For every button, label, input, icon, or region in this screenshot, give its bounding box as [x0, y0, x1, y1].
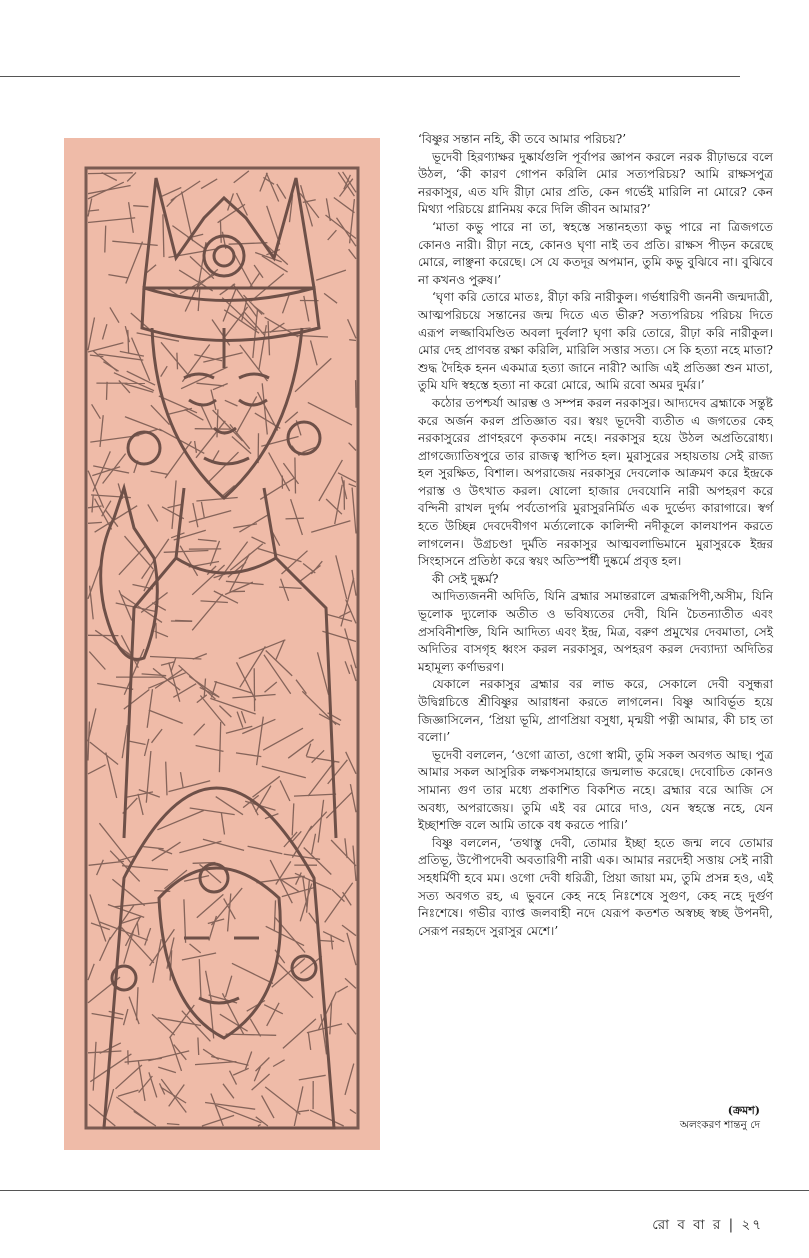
hatch-stroke [126, 792, 153, 797]
hatch-stroke [139, 790, 160, 798]
hatch-stroke [197, 894, 224, 917]
hatch-stroke [102, 501, 111, 517]
hatch-stroke [340, 179, 353, 197]
hatch-stroke [346, 752, 356, 774]
hatch-stroke [108, 275, 127, 278]
hatch-stroke [279, 587, 301, 588]
hatch-stroke [169, 1085, 185, 1107]
hatch-stroke [233, 524, 257, 528]
paragraph: ‘ঘৃণা করি তোরে মাতঃ, রীঢ়া করি নারীকুল। গর্ভধারিণী জননী জন্মদাত্রী, আত্মপরিচয়ে সন্তানের জন্ম দিতে এত ভীরু? সত্যপরিচয় পরিচয় দিতে এরূপ লজ্জাবিমণ্ডিত অবলা দুর্বলা? ঘৃণা করি তোরে, রীঢ়া করি নারীকুল। মোর দেহ প্রাণবন্ত রক্ষা করিলি, মারিলি সত্তার সত্য। সে কি হত্যা নহে মাতা? শুদ্ধ দৈহিক হনন একমাত্র হত্যা জানে নারী? আজি এই প্রতিজ্ঞা শুন মাতা, তুমি যদি স্বহস্তে হত্যা না করো মোরে, আমি রবো অমর দুর্মর।’ [418, 290, 773, 393]
hatch-stroke [92, 495, 93, 513]
hatch-stroke [196, 498, 237, 502]
hatch-stroke [229, 243, 268, 245]
hatch-stroke [234, 171, 249, 183]
hatch-stroke [226, 976, 232, 997]
hatch-stroke [248, 846, 283, 854]
hatch-stroke [93, 1042, 96, 1091]
hatch-stroke [207, 452, 238, 483]
hatch-stroke [161, 366, 168, 376]
hatch-stroke [295, 458, 296, 494]
hatch-stroke [90, 355, 104, 357]
hatch-stroke [219, 722, 220, 772]
hatch-stroke [328, 230, 337, 240]
hatch-stroke [345, 1064, 354, 1095]
hatch-stroke [288, 739, 313, 758]
footer-separator: | [728, 1217, 736, 1233]
hatch-stroke [193, 503, 198, 527]
hatch-stroke [222, 298, 257, 331]
hatch-stroke [282, 551, 308, 574]
hatch-stroke [304, 848, 332, 875]
hatch-stroke [332, 889, 345, 901]
paragraph: ‘মাতা কভু পারে না তা, স্বহস্তে সন্তানহত্যা কভু পারে না ত্রিজগতে কোনও নারী। রীঢ়া নহে, কোনও ঘৃণা নাই তব প্রতি। রাক্ষস পীড়ন করেছে মোরে, লাঞ্ছনা করেছে। সে যে কতদূর অপমান, তুমি কভু বুঝিবে না। বুঝিবে না কখনও পুরুষ।’ [418, 219, 773, 287]
hatch-stroke [281, 579, 289, 601]
hatch-stroke [349, 340, 356, 341]
hatch-stroke [311, 521, 350, 533]
woodcut-illustration [64, 138, 380, 1150]
hatch-stroke [195, 441, 197, 453]
hatch-stroke [152, 729, 163, 743]
hatch-stroke [352, 488, 356, 534]
hatch-stroke [195, 1062, 236, 1065]
hatch-stroke [88, 964, 94, 980]
hatch-stroke [299, 1075, 326, 1080]
hatch-stroke [152, 1014, 175, 1035]
hatch-stroke [263, 728, 303, 750]
hatch-stroke [337, 218, 357, 247]
hatch-stroke [147, 689, 152, 728]
hatch-stroke [93, 351, 118, 372]
hatch-stroke [266, 173, 278, 202]
hatch-stroke [201, 601, 228, 603]
hatch-stroke [89, 861, 124, 865]
hatch-stroke [138, 1061, 145, 1101]
hatch-stroke [168, 504, 183, 508]
bottom-rule [0, 1190, 809, 1191]
hatch-stroke [88, 722, 89, 761]
hatch-stroke [311, 561, 322, 574]
hatch-stroke [283, 1019, 316, 1049]
hatch-stroke [197, 383, 225, 386]
hatch-stroke [105, 226, 106, 253]
hatch-stroke [177, 353, 178, 370]
hatch-stroke [92, 1014, 123, 1019]
hatch-stroke [257, 717, 264, 766]
hatch-stroke [334, 198, 355, 213]
hatch-stroke [100, 415, 103, 447]
hatch-stroke [291, 499, 303, 535]
hatch-stroke [336, 555, 347, 599]
hatch-stroke [225, 400, 238, 406]
hatch-stroke [294, 794, 336, 796]
hatch-stroke [258, 1125, 261, 1127]
hatch-stroke [155, 669, 183, 689]
hatch-stroke [164, 870, 187, 889]
hatch-stroke [324, 293, 337, 303]
hatch-stroke [214, 682, 251, 694]
hatch-stroke [166, 762, 167, 796]
paragraph: কঠোর তপশ্চর্যা আরম্ভ ও সম্পন্ন করল নরকাসুর। আদ্যদেব ব্রহ্মাকে সন্তুষ্ট করে অর্জন করল প্রতিজ্ঞাত বর। স্বয়ং ভূদেবী ব্যতীত এ জগতের কেহ নরকাসুরের প্রাণহরণে কৃতকাম নহে। নরকাসুর হয়ে উঠল অপ্রতিরোধ্য। প্রাগজ্যোতিষপুরে তার রাজত্ব স্থাপিত হল। মুরাসুরের সহায়তায় সেই রাজ্য হল সুরক্ষিত, বিশাল। অপরাজেয় নরকাসুর দেবলোক আক্রমণ করে ইন্দ্রকে পরাস্ত ও উৎখাত করল। ষোলো হাজার দেবযোনি নারী অপহরণ করে বন্দিনী রাখল দুর্গম পর্বতোপরি মুরাসুরনির্মিত এক দুর্ভেদ্য কারাগারে। স্বর্গ হতে উচ্ছিন্ন দেবদেবীগণ মর্ত্যলোকে কালিন্দী নদীকূলে কালযাপন করতে লাগলেন। উগ্রচণ্ডা দুর্মতি নরকাসুর আত্মবলাভিমানে মুরাসুরকে ইন্দ্রর সিংহাসনে প্রতিষ্ঠা করে স্বয়ং অতিস্পর্ধী দুষ্কর্মে প্রবৃত্ত হল। [418, 395, 773, 569]
hatch-stroke [280, 780, 290, 801]
hatch-stroke [148, 504, 158, 521]
page-number: ২৭ [741, 1217, 763, 1233]
hatch-stroke [116, 1065, 142, 1089]
hatch-stroke [145, 739, 149, 756]
hatch-stroke [200, 403, 212, 428]
hatch-stroke [306, 757, 339, 763]
hatch-stroke [90, 894, 106, 941]
hatch-stroke [175, 620, 192, 621]
hatch-stroke [157, 810, 204, 829]
hatch-stroke [194, 724, 205, 736]
hatch-stroke [304, 296, 309, 322]
hatch-stroke [200, 696, 225, 726]
hatch-stroke [143, 847, 164, 849]
hatch-stroke [350, 1109, 356, 1113]
hatch-stroke [277, 184, 286, 199]
hatch-stroke [119, 380, 130, 393]
hatch-stroke [294, 1086, 303, 1126]
hatch-stroke [130, 741, 146, 744]
hatch-stroke [119, 546, 146, 575]
hatch-stroke [254, 265, 263, 278]
top-rule [0, 76, 740, 77]
paragraph: কী সেই দুষ্কর্ম? [432, 571, 499, 586]
upper-deity-figure [101, 178, 336, 838]
hatch-stroke [311, 340, 318, 365]
hatch-stroke [181, 772, 184, 787]
hatch-stroke [338, 473, 356, 482]
hatch-stroke [118, 1090, 139, 1096]
hatch-stroke [89, 1104, 115, 1126]
hatch-stroke [316, 270, 346, 280]
hatch-stroke [128, 330, 129, 353]
hatch-stroke [107, 382, 108, 400]
hatch-stroke [120, 351, 144, 356]
hatch-stroke [296, 680, 306, 694]
hatch-stroke [89, 652, 105, 670]
hatch-stroke [217, 409, 218, 437]
hatch-stroke [165, 441, 191, 478]
hatch-stroke [137, 987, 139, 1020]
hatch-stroke [312, 750, 325, 762]
hatch-stroke [100, 922, 148, 940]
hatch-stroke [318, 800, 323, 843]
hatch-stroke [348, 319, 356, 338]
hatch-stroke [161, 1079, 186, 1112]
hatch-stroke [262, 766, 306, 778]
hatch-stroke [286, 518, 304, 519]
hatch-stroke [220, 220, 221, 243]
hatch-stroke [196, 746, 224, 752]
hatch-stroke [124, 690, 150, 710]
hatch-stroke [230, 1071, 237, 1085]
hatch-stroke [285, 412, 298, 423]
hatch-stroke [337, 986, 348, 992]
hatch-stroke [93, 451, 110, 491]
hatch-stroke [125, 1058, 162, 1062]
hatch-stroke [237, 662, 256, 700]
hatch-stroke [338, 172, 354, 196]
hatch-stroke [149, 710, 183, 723]
hatch-stroke [292, 803, 294, 835]
hatch-stroke [131, 313, 150, 330]
hatch-stroke [308, 1032, 310, 1050]
hatch-stroke [342, 925, 356, 936]
hatch-stroke [228, 894, 231, 932]
hatch-stroke [216, 1105, 261, 1123]
hatch-stroke [226, 726, 252, 733]
hatch-stroke [159, 429, 204, 454]
hatch-stroke [265, 1087, 300, 1115]
publication-name: রো ব বা র [652, 1217, 723, 1233]
hatch-stroke [233, 1068, 249, 1075]
hatch-stroke [309, 812, 327, 831]
hatch-stroke [331, 840, 356, 866]
hatch-stroke [198, 539, 217, 541]
hatch-stroke [239, 514, 269, 532]
hatch-stroke [303, 876, 307, 907]
hatch-stroke [349, 249, 356, 259]
hatch-stroke [90, 742, 118, 764]
hatch-stroke [163, 214, 164, 257]
hatch-stroke [245, 1052, 251, 1070]
hatch-stroke [125, 417, 162, 431]
hatch-stroke [88, 318, 95, 351]
hatch-stroke [310, 1110, 344, 1126]
hatch-stroke [167, 1124, 180, 1125]
hatch-stroke [226, 1034, 277, 1035]
hatch-stroke [201, 502, 204, 518]
hatch-stroke [319, 460, 343, 501]
hatch-stroke [236, 396, 257, 434]
hatch-stroke [204, 679, 205, 698]
hatch-stroke [250, 1019, 260, 1037]
hatch-stroke [146, 751, 151, 803]
hatch-stroke [328, 760, 348, 784]
hatch-stroke [211, 888, 242, 925]
hatch-stroke [192, 594, 222, 630]
hatch-stroke [262, 1096, 274, 1119]
hatch-stroke [158, 1067, 176, 1073]
paragraph: ভূদেবী হিরণ্যাক্ষর দুষ্কার্যগুলি পূর্বাপর জ্ঞাপন করলে নরক রীঢ়াভরে বলে উঠল, ‘কী কারণ গোপন করিলি মোর সত্যপরিচয়? আমি রাক্ষসপুত্র নরকাসুর, এত যদি রীঢ়া মোর প্রতি, কেন গর্ভেই মারিলি না মোরে? কেন মিথ্যা পরিচয়ে গ্লানিময় করে দিলি জীবন আমার?’ [418, 149, 773, 217]
hatch-stroke [125, 326, 129, 342]
paragraph: আদিত্যজননী অদিতি, যিনি ব্রহ্মার সমান্তরালে ব্রহ্মরূপিণী,অসীম, যিনি ভূলোক দ্যুলোক অতীত ও ভবিষ্যতের দেবী, যিনি চৈতন্যাতীত এবং প্রসবিনীশক্তি, যিনি আদিত্য এবং ইন্দ্র, মিত্র, বরুণ প্রমুখের দেবমাতা, সেই অদিতির বাসগৃহ ধ্বংস করল নরকাসুর, অপহরণ করল দেব্যাদ্যা অদিতির মহামূল্য কর্ণাভরণ। [418, 589, 773, 674]
hatch-stroke [127, 172, 136, 181]
article-body [418, 131, 773, 940]
hatch-stroke [223, 1084, 234, 1099]
hatch-stroke [124, 1009, 128, 1025]
hatch-stroke [221, 812, 224, 834]
hatch-stroke [145, 928, 151, 945]
hatch-stroke [88, 522, 102, 523]
hatch-stroke [269, 453, 290, 492]
hatch-stroke [211, 1057, 248, 1066]
hatch-stroke [264, 655, 291, 694]
hatch-stroke [151, 471, 168, 474]
hatch-stroke [219, 706, 231, 718]
hatch-stroke [153, 939, 161, 983]
hatch-stroke [112, 241, 157, 245]
hatch-stroke [138, 794, 143, 815]
hatch-stroke [326, 614, 352, 621]
hatch-stroke [198, 1038, 199, 1056]
hatch-stroke [319, 992, 337, 1030]
hatch-stroke [331, 935, 333, 950]
hatch-stroke [199, 959, 201, 999]
hatch-stroke [97, 860, 104, 875]
hatch-stroke [88, 186, 131, 194]
hatch-stroke [308, 761, 335, 796]
hatch-stroke [241, 711, 245, 723]
hatch-stroke [232, 963, 273, 983]
hatch-stroke [88, 218, 135, 223]
hatch-stroke [88, 173, 133, 174]
hatch-stroke [161, 342, 190, 377]
hatch-stroke [326, 792, 352, 818]
paragraph: ভূদেবী বললেন, ‘ওগো ত্রাতা, ওগো স্বামী, তুমি সকল অবগত আছ। পুত্র আমার সকল আসুরিক লক্ষণসমাহারে জন্মলাভ করেছে। দেবোচিত কোনও সামান্য গুণ তার মধ্যে প্রকাশিত বিকশিত নহে। ব্রহ্মার বরে আজি সে অবধ্য, অপরাজেয়। তুমি এই বর মোরে দাও, যেন স্বহস্তে নহে, যেন ইচ্ছাশক্তি বলে আমি তাকে বধ করতে পারি।’ [418, 747, 773, 833]
hatch-stroke [244, 312, 265, 336]
hatch-stroke [306, 744, 310, 756]
hatch-stroke [171, 657, 176, 671]
hatch-stroke [190, 944, 201, 953]
hatch-stroke [149, 1072, 157, 1097]
hatch-stroke [250, 273, 260, 287]
hatch-stroke [172, 480, 176, 529]
hatch-stroke [258, 392, 278, 431]
hatch-stroke [312, 834, 316, 855]
to-be-continued-label: (ক্রমশ) [727, 1104, 760, 1117]
hatch-stroke [112, 879, 144, 905]
hatch-stroke [133, 206, 148, 207]
page-footer [652, 1214, 763, 1237]
hatch-stroke [202, 1115, 234, 1126]
hatch-stroke [126, 242, 143, 284]
hatch-stroke [345, 661, 350, 674]
hatch-stroke [109, 1011, 124, 1014]
hatch-stroke [201, 179, 217, 189]
hatch-stroke [172, 226, 204, 249]
hatch-stroke [205, 1103, 255, 1110]
hatch-stroke [256, 1058, 270, 1072]
hatch-stroke [184, 899, 186, 943]
hatch-stroke [152, 603, 166, 611]
hatch-stroke [265, 682, 277, 692]
hatch-stroke [260, 173, 267, 192]
hatch-stroke [226, 581, 264, 584]
hatch-stroke [273, 1060, 285, 1067]
hatch-stroke [345, 628, 356, 668]
hatch-stroke [182, 953, 216, 960]
lower-figure [104, 788, 334, 1128]
hatch-stroke [350, 784, 356, 812]
hatch-stroke [164, 551, 209, 553]
paragraph: বিষ্ণু বললেন, ‘তথাস্তু দেবী, তোমার ইচ্ছা হতে জন্ম লবে তোমার প্রতিভূ, উপৌপদেবী অবতারিণী নারী এক। আমার নরদেহী সত্তায় সেই নারী সহধর্মিণী হবে মম। ওগো দেবী ধরিত্রী, প্রিয়া জায়া মম, তুমি প্রসন্ন হও, এই সত্য অবগত রহ, এ ভুবনে কেহ নহে নিঃশেষে সুগুণ, কেহ নহে দুর্গুণ নিঃশেষে। গভীর ব্যাপ্ত জলবাহী নদে যেরূপ কতশত অস্বচ্ছ স্বচ্ছ উপনদী, সেরূপ নরহৃদে সুরাসুর মেশে।’ [418, 835, 773, 938]
hatch-stroke [88, 765, 106, 774]
hatch-stroke [110, 307, 119, 322]
hatch-stroke [349, 484, 356, 487]
hatch-stroke [92, 404, 101, 418]
hatch-stroke [308, 402, 352, 425]
hatch-stroke [209, 916, 217, 941]
hatch-stroke [274, 900, 275, 931]
illustration-credit: অলংকরণ শান্তনু দে [679, 1119, 760, 1131]
paragraph: ‘বিষ্ণুর সন্তান নহি, কী তবে আমার পরিচয়?’ [418, 132, 627, 146]
hatch-stroke [335, 485, 343, 524]
hatch-stroke [252, 537, 266, 544]
hatch-stroke [225, 582, 253, 594]
hatch-stroke [210, 698, 255, 714]
illustration [64, 138, 380, 1150]
hatch-stroke [103, 324, 107, 339]
hatch-stroke [242, 719, 275, 733]
credits [680, 1103, 760, 1133]
paragraph: যেকালে নরকাসুর ব্রহ্মার বর লাভ করে, সেকালে দেবী বসুন্ধরা উদ্বিগ্নচিত্তে শ্রীবিষ্ণুর আরাধনা করতে লাগলেন। বিষ্ণু আবির্ভূত হয়ে জিজ্ঞাসিলেন, ‘প্রিয়া ভূমি, প্রাণপ্রিয়া বসুধা, মৃন্ময়ী পত্নী আমার, কী চাহ তা বলো।’ [418, 677, 773, 745]
hatch-stroke [270, 860, 292, 903]
hatch-stroke [239, 640, 286, 659]
hatch-stroke [179, 665, 216, 699]
hatch-stroke [295, 358, 331, 391]
hatch-stroke [347, 933, 356, 965]
hatch-stroke [88, 199, 92, 217]
hatch-stroke [349, 443, 356, 451]
hatch-stroke [348, 1023, 357, 1034]
